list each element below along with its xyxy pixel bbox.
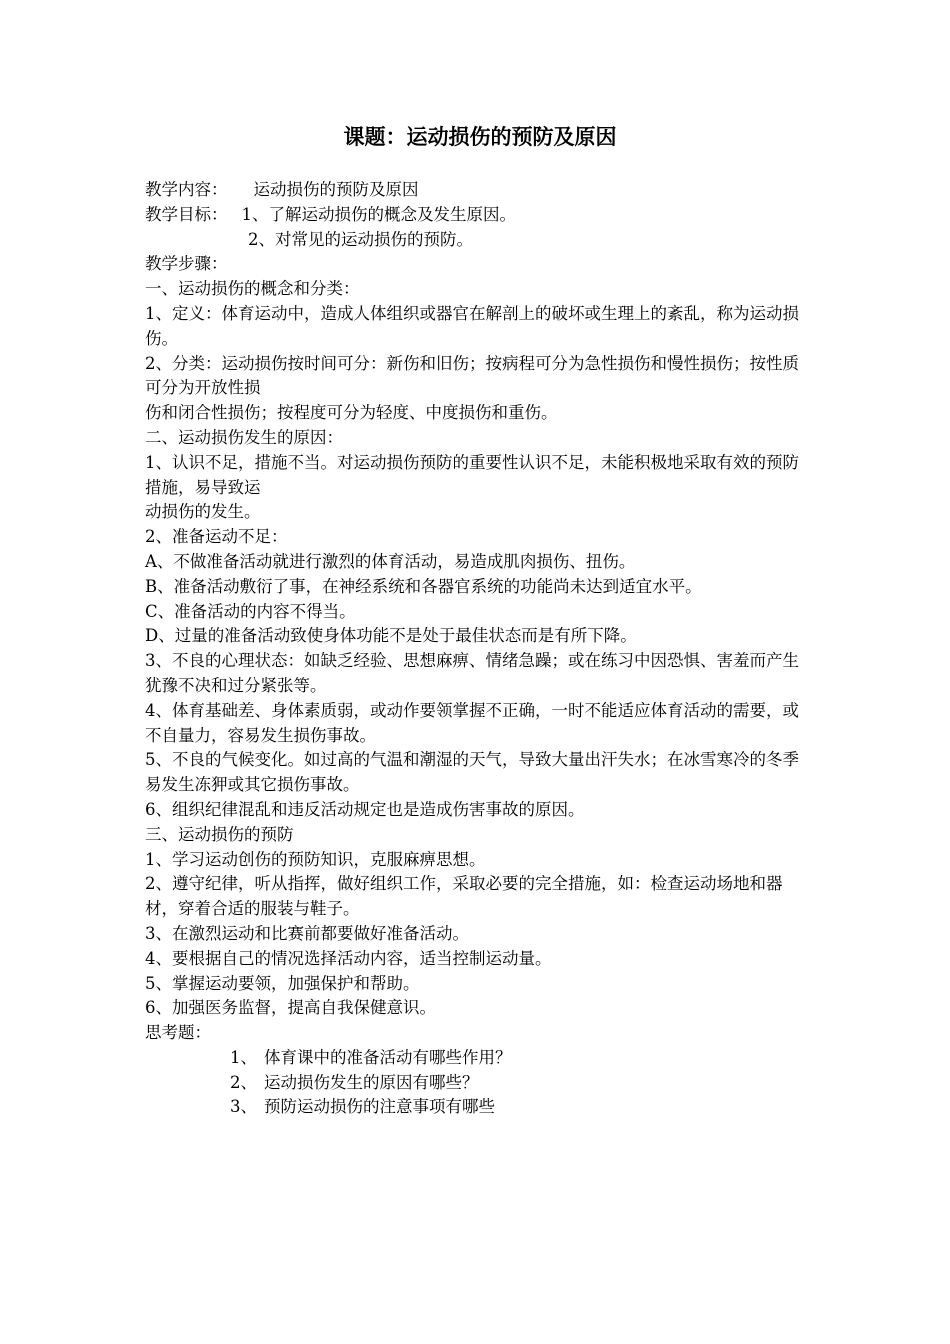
section-3-paragraph-6: 6、加强医务监督，提高自我保健意识。 [145, 998, 436, 1018]
page-title: 课题：运动损伤的预防及原因 [343, 124, 617, 149]
thinking-question-list [145, 1046, 815, 1120]
section-3-heading: 三、运动损伤的预防 [145, 824, 294, 844]
section-2-paragraph-2: 2、准备运动不足： [145, 527, 288, 547]
thinking-question-number: 2、 [230, 1072, 257, 1092]
section-1-paragraph-2a: 2、分类：运动损伤按时间可分：新伤和旧伤；按病程可分为急性损伤和慢性损伤；按性质可分为开放性损 [145, 353, 799, 398]
thinking-label: 思考题： [145, 1023, 211, 1043]
section-3-paragraph-3: 3、在激烈运动和比赛前都要做好准备活动。 [145, 923, 469, 943]
goals-label: 教学目标： [145, 204, 228, 224]
thinking-question-number: 1、 [230, 1047, 257, 1067]
section-2-paragraph-1b: 动损伤的发生。 [145, 502, 261, 522]
section-1-paragraph-1: 1、定义：体育运动中，造成人体组织或器官在解剖上的破坏或生理上的紊乱，称为运动损伤。 [145, 303, 799, 348]
goal-1: 1、了解运动损伤的概念及发生原因。 [241, 204, 516, 224]
goal-line-1 [145, 203, 815, 228]
section-3-paragraph-2: 2、遵守纪律，听从指挥，做好组织工作，采取必要的完全措施，如：检查运动场地和器材，穿着合适的服装与鞋子。 [145, 874, 783, 919]
section-2-item-b: B、准备活动敷衍了事，在神经系统和各器官系统的功能尚未达到适宜水平。 [145, 576, 702, 596]
document-page [145, 120, 815, 1120]
thinking-question-number: 3、 [230, 1097, 257, 1117]
section-2-paragraph-5: 5、不良的气候变化。如过高的气温和潮湿的天气，导致大量出汗失水；在冰雪寒冷的冬季易发生冻狎或其它损伤事故。 [145, 750, 799, 795]
section-3-paragraph-5: 5、掌握运动要领，加强保护和帮助。 [145, 973, 420, 993]
section-1-paragraph-2b: 伤和闭合性损伤；按程度可分为轻度、中度损伤和重伤。 [145, 403, 558, 423]
section-2-paragraph-4: 4、体育基础差、身体素质弱，或动作要领掌握不正确，一时不能适应体育活动的需要，或不自量力，容易发生损伤事故。 [145, 700, 799, 745]
content-line [145, 178, 815, 203]
thinking-question-text: 体育课中的准备活动有哪些作用？ [264, 1047, 512, 1067]
thinking-question [145, 1095, 815, 1120]
content-label: 教学内容： [145, 180, 228, 199]
section-3-paragraph-4: 4、要根据自己的情况选择活动内容，适当控制运动量。 [145, 948, 552, 968]
section-2-item-a: A、不做准备活动就进行激烈的体育活动，易造成肌肉损伤、扭伤。 [145, 551, 636, 571]
thinking-question-text: 运动损伤发生的原因有哪些？ [264, 1072, 479, 1092]
goal-2: 2、对常见的运动损伤的预防。 [248, 229, 473, 249]
content-value: 运动损伤的预防及原因 [253, 180, 419, 199]
section-2-paragraph-3: 3、不良的心理状态：如缺乏经验、思想麻痹、情绪急躁；或在练习中因恐惧、害羞而产生犹豫不决和过分紧张等。 [145, 651, 799, 695]
steps-label: 教学步骤： [145, 254, 228, 274]
section-2-paragraph-1a: 1、认识不足，措施不当。对运动损伤预防的重要性认识不足，未能积极地采取有效的预防措施，易导致运 [145, 452, 799, 497]
section-2-heading: 二、运动损伤发生的原因： [145, 427, 343, 447]
section-2-item-d: D、过量的准备活动致使身体功能不是处于最佳状态而是有所下降。 [145, 626, 637, 646]
section-2-item-c: C、准备活动的内容不得当。 [145, 601, 356, 621]
section-1-heading: 一、运动损伤的概念和分类： [145, 279, 360, 299]
section-3-paragraph-1: 1、学习运动创伤的预防知识，克服麻痹思想。 [145, 849, 486, 869]
thinking-question [145, 1046, 815, 1071]
thinking-question-text: 预防运动损伤的注意事项有哪些 [264, 1097, 495, 1117]
section-2-paragraph-6: 6、组织纪律混乱和违反活动规定也是造成伤害事故的原因。 [145, 799, 585, 819]
thinking-question [145, 1071, 815, 1096]
